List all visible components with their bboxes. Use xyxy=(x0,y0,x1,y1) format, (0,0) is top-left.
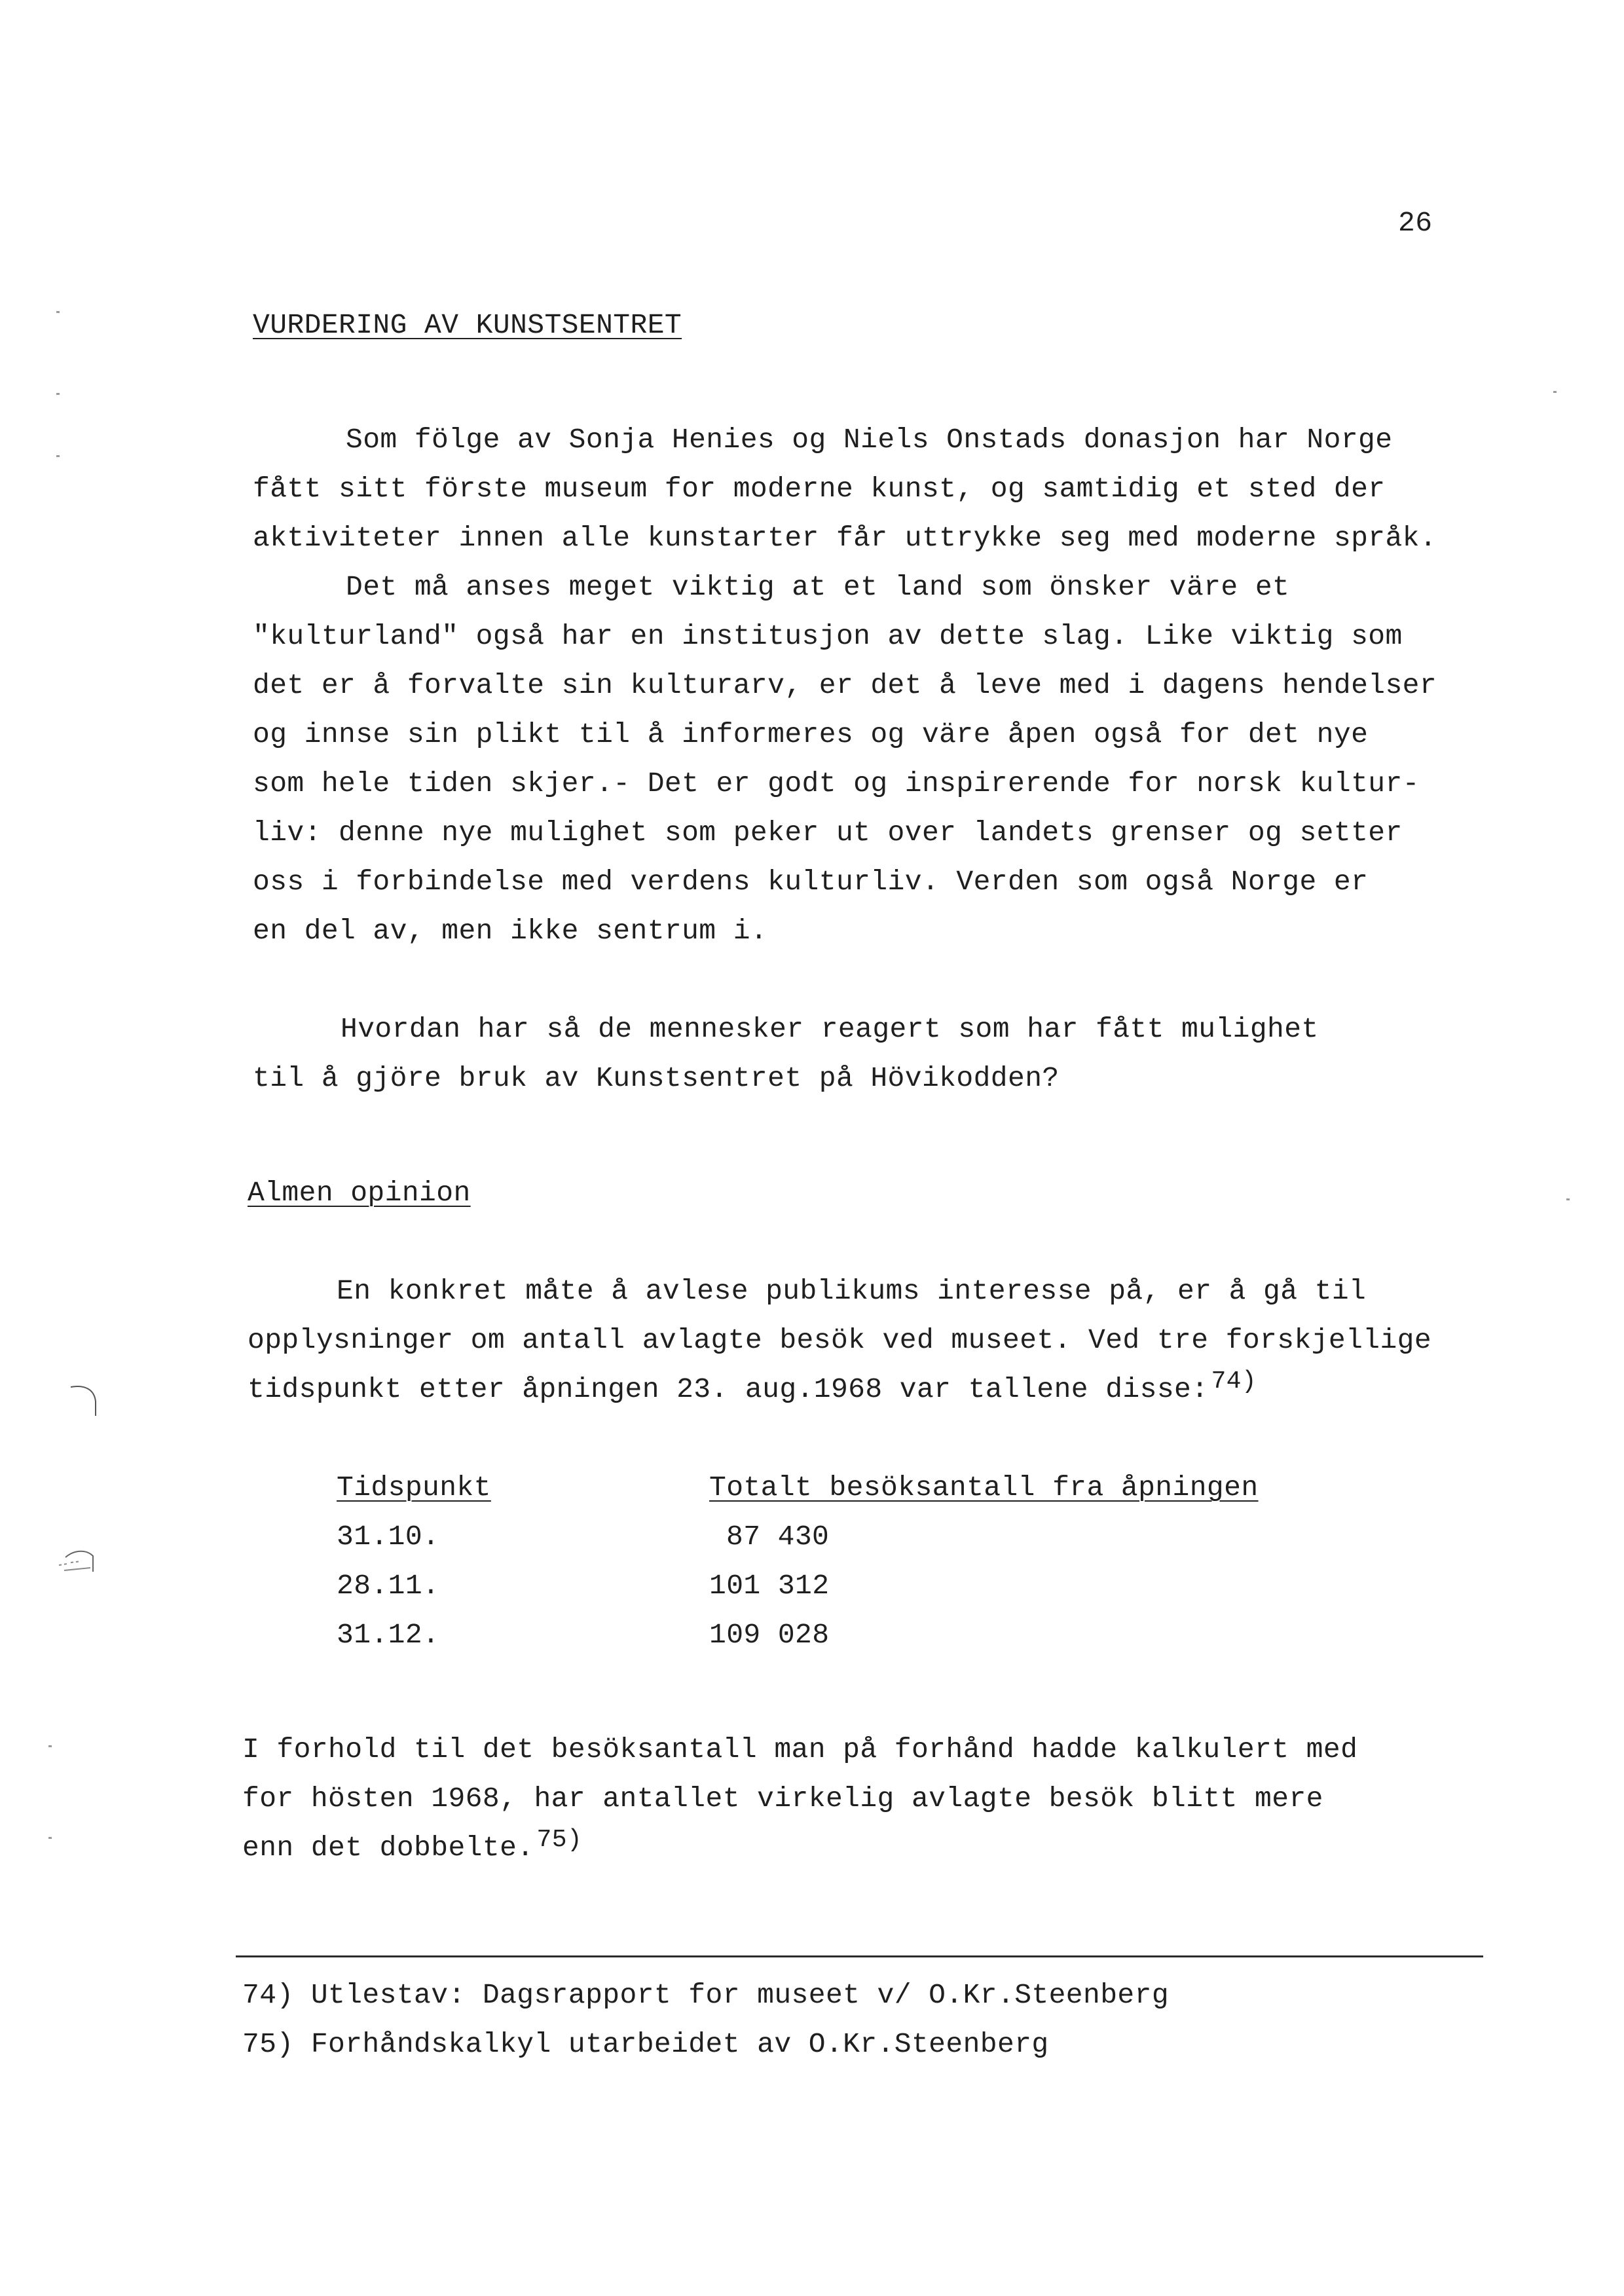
footnote-75: 75) Forhåndskalkyl utarbeidet av O.Kr.Steenberg xyxy=(242,2028,1049,2060)
margin-speck xyxy=(1553,391,1557,393)
table-cell-date: 31.10. xyxy=(337,1521,440,1553)
footnote-74: 74) Utlestav: Dagsrapport for museet v/ O.Kr.Steenberg xyxy=(242,1979,1170,2011)
margin-speck xyxy=(1566,1198,1570,1200)
text-line: Det må anses meget viktig at et land som önsker väre et xyxy=(346,571,1290,603)
table-cell-count: 101 312 xyxy=(709,1570,830,1602)
text-line: aktiviteter innen alle kunstarter får uttrykke seg med moderne språk. xyxy=(253,522,1437,554)
table-cell-date: 28.11. xyxy=(337,1570,440,1602)
text-line: det er å forvalte sin kulturarv, er det å leve med i dagens hendelser xyxy=(253,669,1437,701)
text-line: "kulturland" også har en institusjon av dette slag. Like viktig som xyxy=(253,620,1403,652)
margin-speck xyxy=(48,1745,52,1747)
text-line: til å gjöre bruk av Kunstsentret på Hövikodden? xyxy=(253,1062,1060,1094)
page-number: 26 xyxy=(1398,207,1433,239)
text-line-content: tidspunkt etter åpningen 23. aug.1968 var tallene disse: xyxy=(248,1373,1209,1405)
text-line-content: enn det dobbelte. xyxy=(242,1832,534,1864)
text-line: Hvordan har så de mennesker reagert som har fått mulighet xyxy=(341,1013,1319,1045)
text-line: En konkret måte å avlese publikums interesse på, er å gå til xyxy=(337,1275,1367,1307)
text-line: for hösten 1968, har antallet virkelig avlagte besök blitt mere xyxy=(242,1783,1323,1815)
table-header-total: Totalt besöksantall fra åpningen xyxy=(709,1472,1259,1504)
footnote-ref-74: 74) xyxy=(1211,1367,1257,1396)
text-line: og innse sin plikt til å informeres og väre åpen også for det nye xyxy=(253,718,1369,750)
table-cell-count: 109 028 xyxy=(709,1619,830,1651)
text-line: som hele tiden skjer.- Det er godt og inspirerende for norsk kultur- xyxy=(253,768,1420,800)
margin-speck xyxy=(56,311,60,313)
margin-speck xyxy=(56,393,60,395)
text-line xyxy=(248,1367,1257,1407)
text-line: en del av, men ikke sentrum i. xyxy=(253,915,768,947)
margin-bracket-mark xyxy=(65,1375,105,1428)
table-cell-date: 31.12. xyxy=(337,1619,440,1651)
footnote-divider xyxy=(236,1955,1483,1957)
margin-speck xyxy=(48,1837,52,1839)
table-cell-count: 87 430 xyxy=(726,1521,830,1553)
text-line: I forhold til det besöksantall man på forhånd hadde kalkulert med xyxy=(242,1733,1358,1766)
text-line: Som fölge av Sonja Henies og Niels Onstads donasjon har Norge xyxy=(346,424,1393,456)
text-line xyxy=(242,1826,583,1866)
margin-scribble-mark xyxy=(52,1539,105,1591)
footnote-ref-75: 75) xyxy=(536,1826,583,1854)
subheading: Almen opinion xyxy=(248,1177,471,1209)
text-line: fått sitt förste museum for moderne kunst, og samtidig et sted der xyxy=(253,473,1386,505)
margin-speck xyxy=(56,455,60,457)
text-line: oss i forbindelse med verdens kulturliv. Verden som også Norge er xyxy=(253,866,1369,898)
text-line: liv: denne nye mulighet som peker ut over landets grenser og setter xyxy=(253,817,1403,849)
section-heading: VURDERING AV KUNSTSENTRET xyxy=(253,309,682,341)
text-line: opplysninger om antall avlagte besök ved museet. Ved tre forskjellige xyxy=(248,1324,1432,1356)
table-header-tidspunkt: Tidspunkt xyxy=(337,1472,491,1504)
